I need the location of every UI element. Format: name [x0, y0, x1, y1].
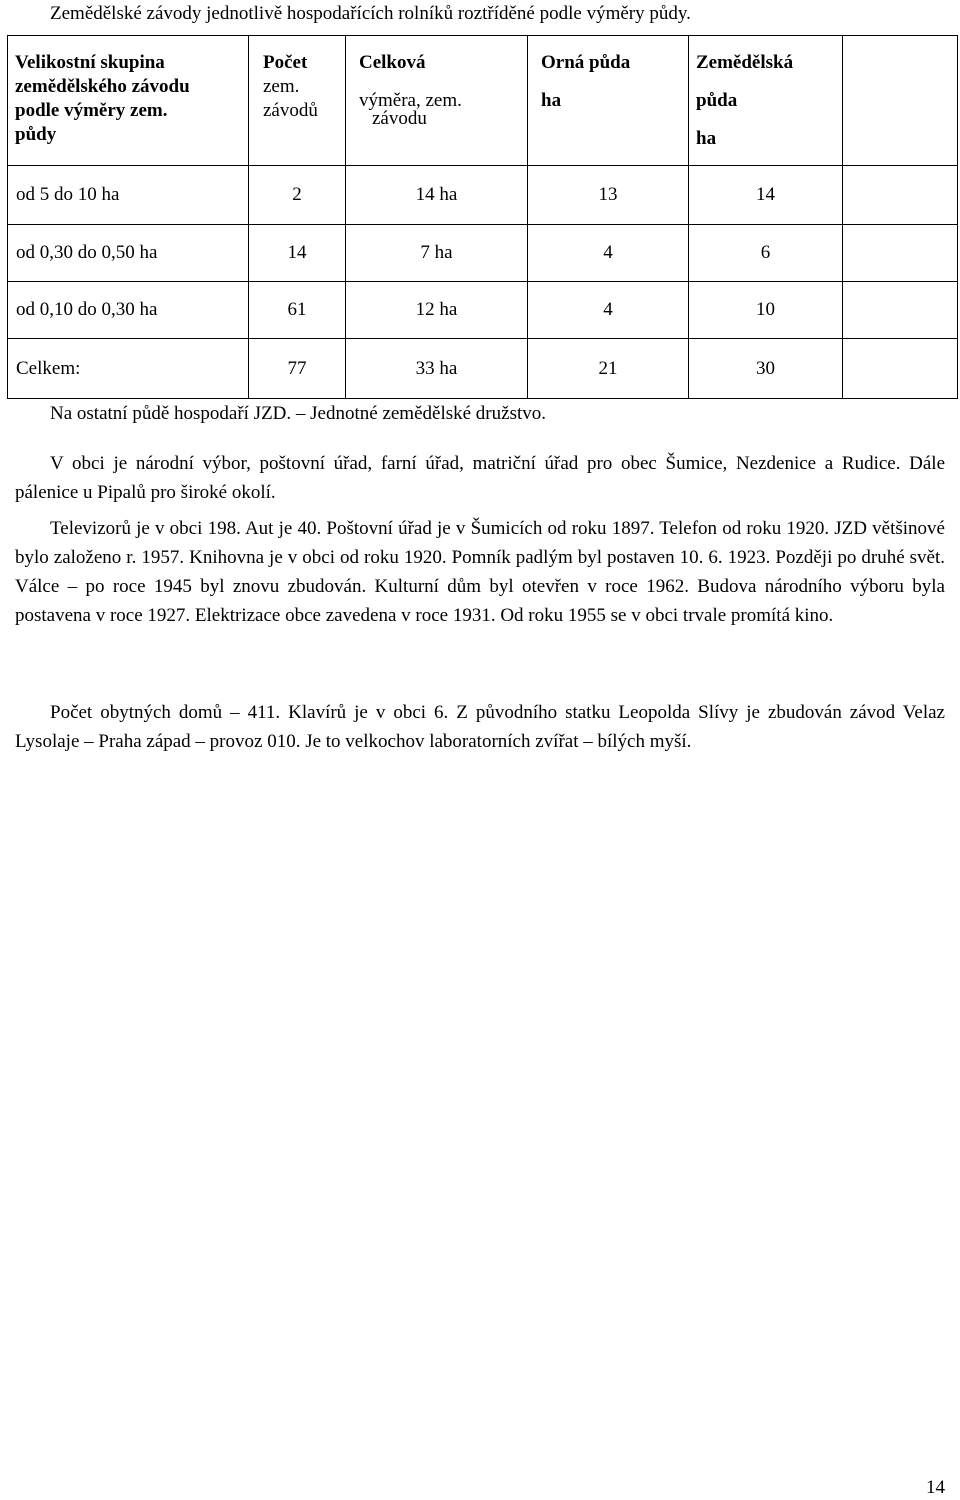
- header-empty-cell: [843, 36, 958, 166]
- page-number: 14: [926, 1477, 945, 1498]
- cell-agri: 14: [689, 166, 843, 225]
- cell-empty: [843, 339, 958, 399]
- table-header-row: [8, 36, 958, 166]
- cell-total: 7 ha: [346, 225, 528, 282]
- table-row: [8, 166, 958, 225]
- cell-count: 2: [249, 166, 346, 225]
- cell-count: 61: [249, 282, 346, 339]
- header-agricultural-land: Zemědělská půda ha: [689, 36, 843, 166]
- paragraph-history: Televizorů je v obci 198. Aut je 40. Poštovní úřad je v Šumicích od roku 1897. Telefon od roku 1920. JZD většinové bylo založeno r. 1957. Knihovna je v obci od roku 1920. Pomník padlým byl postaven 10. 6. 1923. Později po druhé svět. Válce – po roce 1945 byl znovu zbudován. Kulturní dům byl otevřen v roce 1962. Budova národního výboru byla postavena v roce 1927. Elektrizace obce zavedena v roce 1931. Od roku 1955 se v obci trvale promítá kino.: [15, 518, 945, 626]
- cell-agri: 10: [689, 282, 843, 339]
- table-row: [8, 282, 958, 339]
- paragraph-offices: V obci je národní výbor, poštovní úřad, farní úřad, matriční úřad pro obec Šumice, Nezdenice a Rudice. Dále pálenice u Pipalů pro široké okolí.: [15, 453, 945, 503]
- table-row: [8, 225, 958, 282]
- cell-empty: [843, 225, 958, 282]
- cell-group: Celkem:: [8, 339, 249, 399]
- cell-total: 14 ha: [346, 166, 528, 225]
- cell-group: od 5 do 10 ha: [8, 166, 249, 225]
- cell-group: od 0,10 do 0,30 ha: [8, 282, 249, 339]
- cell-count: 77: [249, 339, 346, 399]
- cell-arable: 21: [528, 339, 689, 399]
- cell-total: 12 ha: [346, 282, 528, 339]
- cell-count: 14: [249, 225, 346, 282]
- paragraph-jzd: Na ostatní půdě hospodaří JZD. – Jednotné zemědělské družstvo.: [50, 403, 546, 424]
- page-heading: Zemědělské závody jednotlivě hospodařících rolníků roztříděné podle výměry půdy.: [50, 3, 691, 24]
- paragraph-houses: Počet obytných domů – 411. Klavírů je v obci 6. Z původního statku Leopolda Slívy je zbudován závod Velaz Lysolaje – Praha západ – provoz 010. Je to velkochov laboratorních zvířat – bílých myší.: [15, 702, 945, 752]
- cell-agri: 6: [689, 225, 843, 282]
- header-farm-count: Počet zem. závodů: [249, 36, 346, 166]
- header-total-area: Celková výměra, zem. závodu: [346, 36, 528, 166]
- farms-table: [7, 35, 958, 399]
- cell-agri: 30: [689, 339, 843, 399]
- cell-arable: 4: [528, 282, 689, 339]
- header-arable-land: Orná půda ha: [528, 36, 689, 166]
- cell-total: 33 ha: [346, 339, 528, 399]
- cell-empty: [843, 282, 958, 339]
- cell-group: od 0,30 do 0,50 ha: [8, 225, 249, 282]
- cell-empty: [843, 166, 958, 225]
- header-size-group: Velikostní skupina zemědělského závodu podle výměry zem. půdy: [8, 36, 249, 166]
- cell-arable: 13: [528, 166, 689, 225]
- cell-arable: 4: [528, 225, 689, 282]
- table-row-total: [8, 339, 958, 399]
